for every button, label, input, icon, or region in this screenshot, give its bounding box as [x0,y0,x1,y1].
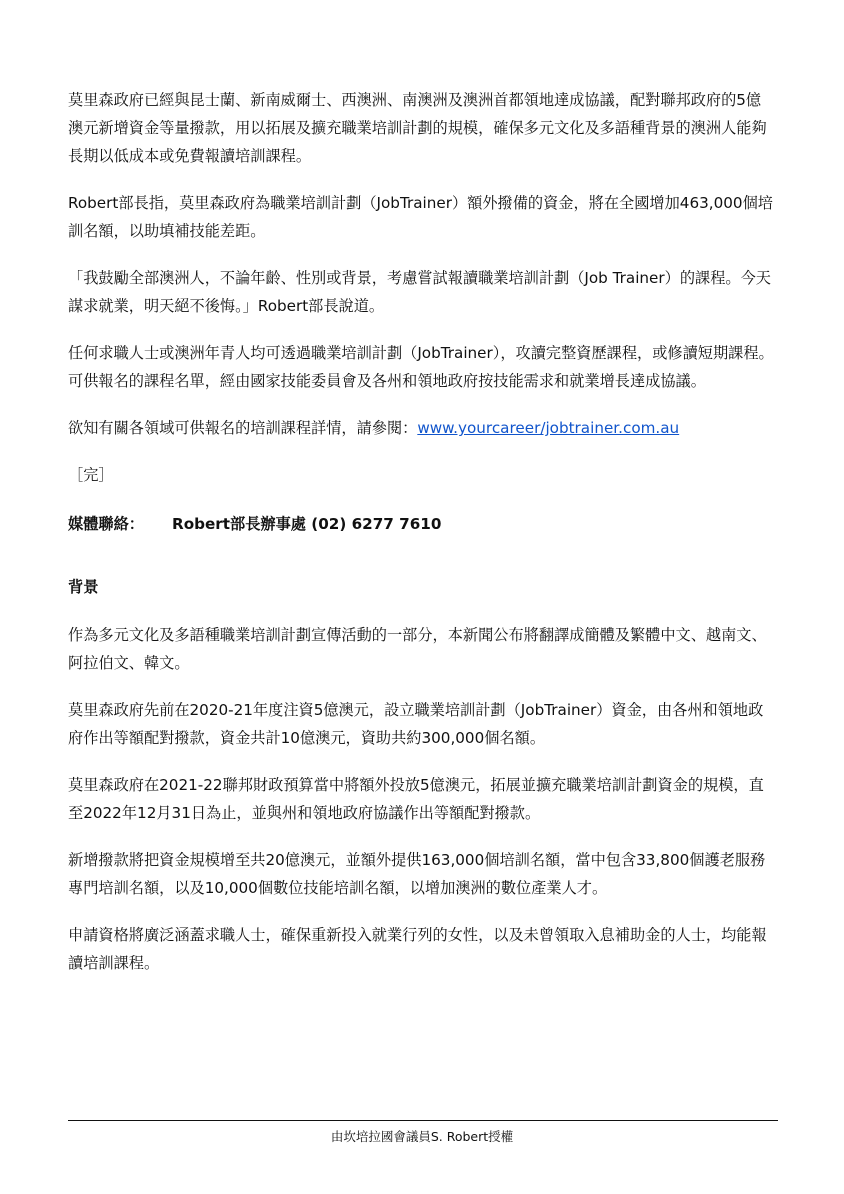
background-heading: 背景 [68,578,99,596]
background-paragraph-translation: 作為多元文化及多語種職業培訓計劃宣傳活動的一部分，本新聞公布將翻譯成簡體及繁體中文、越南文、阿拉伯文、韓文。 [68,626,767,672]
background-paragraph-eligibility: 申請資格將廣泛涵蓋求職人士，確保重新投入就業行列的女性，以及未曾領取入息補助金的人士，均能報讀培訓課程。 [68,926,767,972]
info-text: 欲知有關各領域可供報名的培訓課程詳情，請參閱： [68,419,418,437]
background-paragraph-funding-2020: 莫里森政府先前在2020-21年度注資5億澳元，設立職業培訓計劃（JobTrainer）資金，由各州和領地政府作出等額配對撥款，資金共計10億澳元，資助共約300,000個名額。 [68,701,764,747]
end-marker: ［完］ [68,466,114,484]
paragraph-agreement: 莫里森政府已經與昆士蘭、新南威爾士、西澳洲、南澳洲及澳洲首都領地達成協議，配對聯邦政府的5億澳元新增資金等量撥款，用以拓展及擴充職業培訓計劃的規模，確保多元文化及多語種背景的澳洲人能夠長期以低成本或免費報讀培訓課程。 [68,91,767,165]
media-contact-value: Robert部長辦事處 (02) 6277 7610 [172,515,442,533]
background-paragraph-budget-2021: 莫里森政府在2021-22聯邦財政預算當中將額外投放5億澳元，拓展並擴充職業培訓計劃資金的規模，直至2022年12月31日為止，並與州和領地政府協議作出等額配對撥款。 [68,776,764,822]
background-paragraph-places: 新增撥款將把資金規模增至共20億澳元，並額外提供163,000個培訓名額，當中包含33,800個護老服務專門培訓名額，以及10,000個數位技能培訓名額，以增加澳洲的數位產業人才。 [68,851,766,897]
document-body [68,86,776,996]
footer-divider [68,1120,778,1121]
paragraph-minister-statement: Robert部長指，莫里森政府為職業培訓計劃（JobTrainer）額外撥備的資金，將在全國增加463,000個培訓名額，以助填補技能差距。 [68,194,773,240]
media-contact-label: 媒體聯絡： [68,515,144,533]
paragraph-eligibility: 任何求職人士或澳洲年青人均可透過職業培訓計劃（JobTrainer），攻讀完整資歷課程，或修讀短期課程。可供報名的課程名單，經由國家技能委員會及各州和領地政府按技能需求和就業增長達成協議。 [68,344,774,390]
jobtrainer-link[interactable]: www.yourcareer/jobtrainer.com.au [417,419,680,437]
paragraph-quote: 「我鼓勵全部澳洲人，不論年齡、性別或背景，考慮嘗試報讀職業培訓計劃（Job Trainer）的課程。今天謀求就業，明天絕不後悔。」Robert部長說道。 [68,269,771,315]
info-line [68,414,776,442]
media-contact [68,510,776,538]
footer-authorisation: 由坎培拉國會議員S. Robert授權 [330,1129,514,1144]
